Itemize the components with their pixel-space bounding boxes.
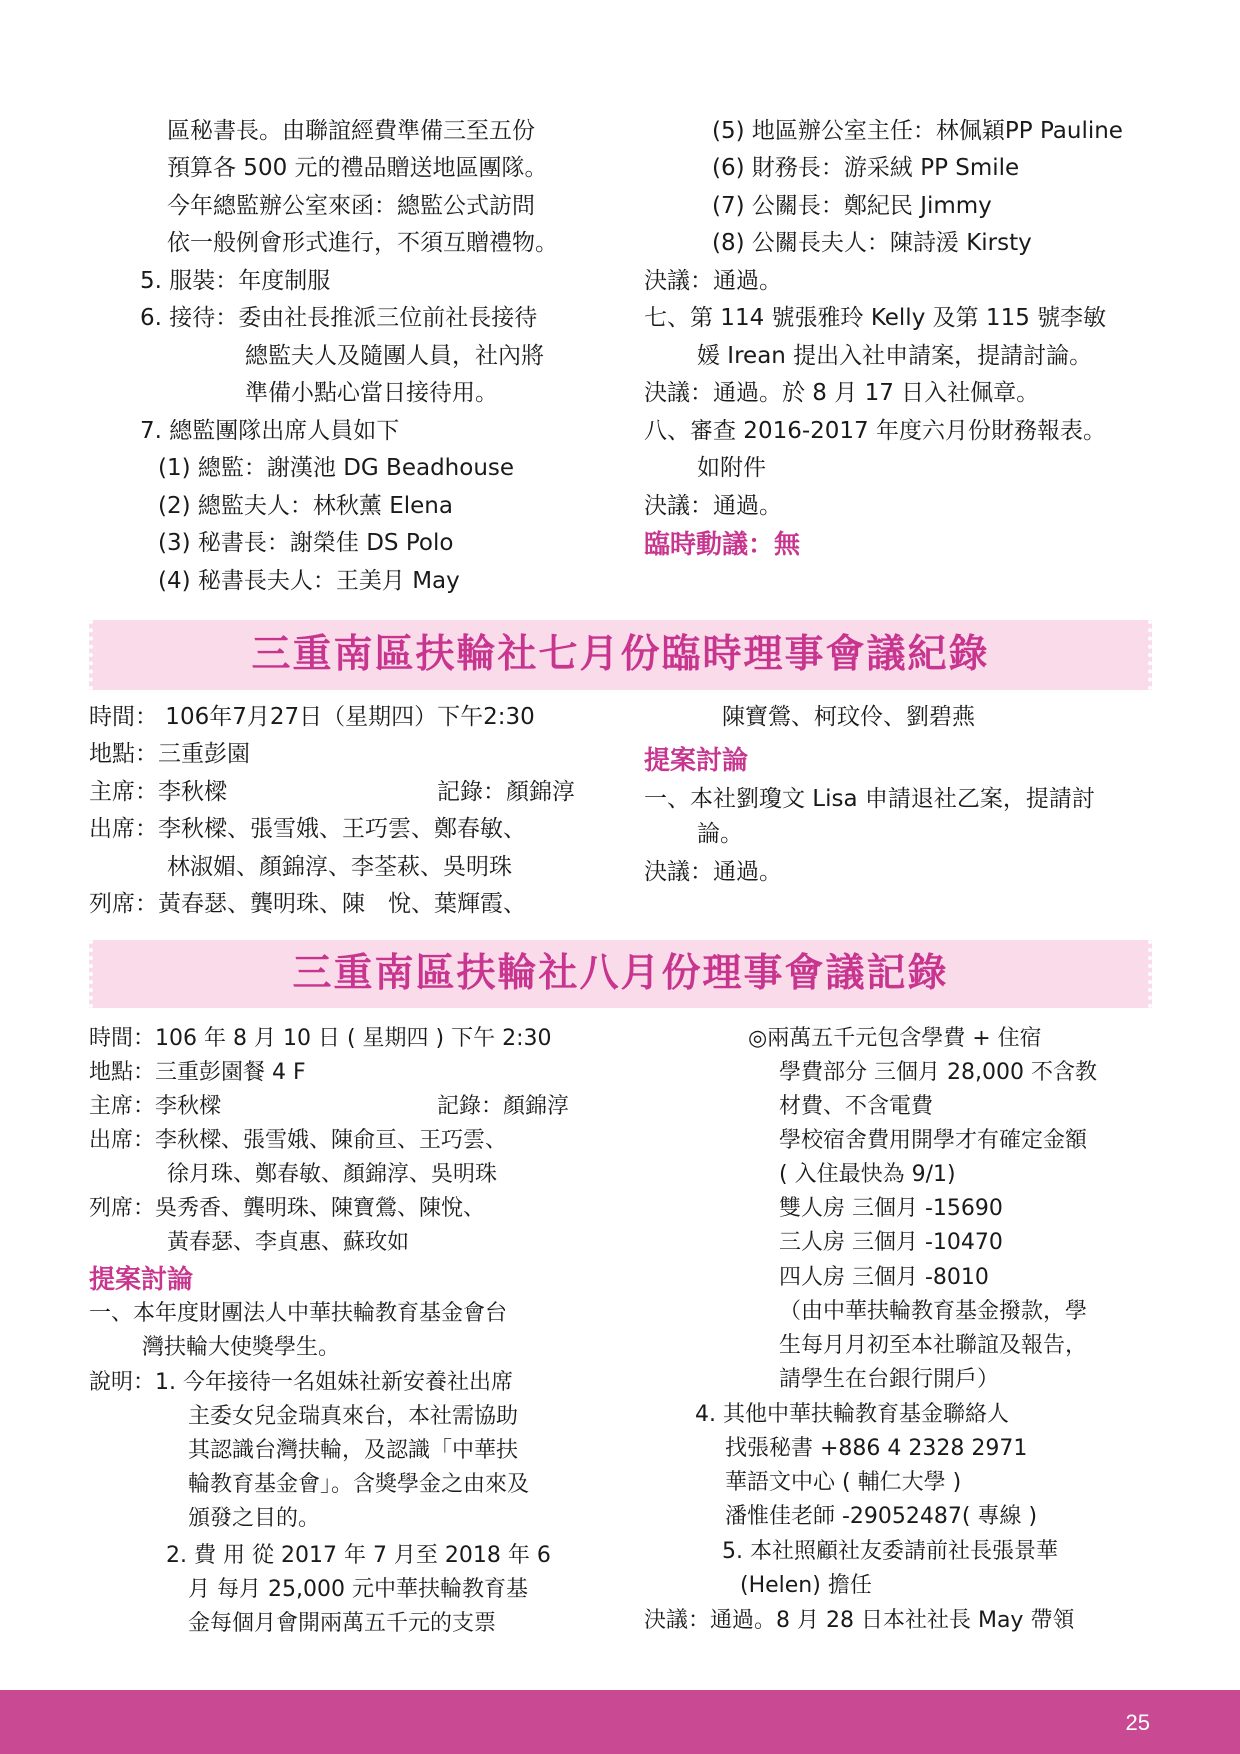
text-line: 找張秘書 +886 4 2328 2971 — [725, 1436, 1028, 1461]
text-line: 決議：通過。8 月 28 日本社社長 May 帶領 — [644, 1608, 1075, 1633]
text-line: 6. 接待：委由社長推派三位前社長接待 — [140, 305, 538, 331]
text-line: 主委女兒金瑞真來台，本社需協助 — [188, 1404, 519, 1429]
page-footer — [0, 1690, 1240, 1754]
text-line: 材費、不含電費 — [779, 1094, 934, 1119]
text-line: 徐月珠、鄭春敏、顏錦淳、吳明珠 — [167, 1162, 498, 1187]
text-line: 5. 服裝：年度制服 — [140, 268, 331, 294]
text-line: 金每個月會開兩萬五千元的支票 — [188, 1611, 497, 1636]
text-line: 如附件 — [697, 455, 766, 481]
text-line: 頒發之目的。 — [188, 1506, 321, 1531]
text-line: (Helen) 擔任 — [740, 1573, 872, 1598]
text-line: 生每月月初至本社聯誼及報告， — [779, 1333, 1088, 1358]
text-line: 月 每月 25,000 元中華扶輪教育基 — [188, 1577, 528, 1602]
text-line: 記錄：顏錦淳 — [437, 779, 575, 805]
text-line: (5) 地區辦公室主任：林佩穎PP Pauline — [712, 118, 1123, 144]
text-line: 請學生在台銀行開戶） — [779, 1367, 1000, 1392]
text-line: (8) 公關長夫人：陳詩湲 Kirsty — [712, 230, 1032, 256]
text-line: 潘惟佳老師 -29052487( 專線 ) — [725, 1504, 1038, 1529]
text-line: 2. 費 用 從 2017 年 7 月至 2018 年 6 — [166, 1543, 551, 1568]
text-line: 總監夫人及隨團人員，社內將 — [245, 343, 544, 369]
text-line: 其認識台灣扶輪，及認識「中華扶 — [188, 1438, 519, 1463]
text-line: 雙人房 三個月 -15690 — [779, 1196, 1003, 1221]
text-line: 一、本年度財團法人中華扶輪教育基金會台 — [89, 1301, 508, 1326]
text-line: 決議：通過。 — [644, 493, 782, 519]
text-line: 出席：李秋樑、張雪娥、陳俞亘、王巧雲、 — [89, 1128, 508, 1153]
text-line: 出席：李秋樑、張雪娥、王巧雲、鄭春敏、 — [89, 816, 526, 842]
text-line: 七、第 114 號張雅玲 Kelly 及第 115 號李敏 — [644, 305, 1107, 331]
text-line: 7. 總監團隊出席人員如下 — [140, 418, 400, 444]
text-line: （由中華扶輪教育基金撥款，學 — [779, 1299, 1088, 1324]
text-line: 記錄：顏錦淳 — [437, 1094, 570, 1119]
section-heading: 提案討論 — [89, 1265, 194, 1295]
text-line: (7) 公關長：鄭紀民 Jimmy — [712, 193, 992, 219]
page-number: 25 — [1125, 1710, 1150, 1735]
text-line: 地點：三重彭園 — [89, 741, 250, 767]
text-line: 學校宿舍費用開學才有確定金額 — [779, 1128, 1088, 1153]
text-line: 主席：李秋樑 — [89, 1094, 222, 1119]
section-title-banner: 三重南區扶輪社八月份理事會議記錄 — [89, 940, 1152, 1008]
text-line: (2) 總監夫人：林秋薰 Elena — [158, 493, 453, 519]
text-line: 學費部分 三個月 28,000 不含教 — [779, 1060, 1097, 1085]
text-line: (3) 秘書長：謝榮佳 DS Polo — [158, 530, 454, 556]
text-line: 黃春瑟、李貞惠、蘇玫如 — [167, 1230, 410, 1255]
text-line: 決議：通過。 — [644, 268, 782, 294]
text-line: 決議：通過。於 8 月 17 日入社佩章。 — [644, 380, 1040, 406]
text-line: 決議：通過。 — [644, 859, 782, 885]
section-heading: 提案討論 — [644, 746, 749, 776]
section-heading: 臨時動議：無 — [644, 530, 801, 560]
text-line: 論。 — [697, 821, 743, 847]
text-line: 5. 本社照顧社友委請前社長張景華 — [722, 1539, 1058, 1564]
text-line: (6) 財務長：游采絨 PP Smile — [712, 155, 1020, 181]
text-line: ◎兩萬五千元包含學費 + 住宿 — [748, 1026, 1042, 1051]
text-line: (4) 秘書長夫人：王美月 May — [158, 568, 460, 594]
text-line: 4. 其他中華扶輪教育基金聯絡人 — [695, 1402, 1009, 1427]
text-line: 林淑媚、顏錦淳、李荃萩、吳明珠 — [167, 854, 512, 880]
text-line: ( 入住最快為 9/1) — [779, 1162, 956, 1187]
text-line: 一、本社劉瓊文 Lisa 申請退社乙案，提請討 — [644, 786, 1095, 812]
text-line: 四人房 三個月 -8010 — [779, 1265, 989, 1290]
text-line: 今年總監辦公室來函：總監公式訪問 — [167, 193, 535, 219]
text-line: 媛 Irean 提出入社申請案，提請討論。 — [697, 343, 1093, 369]
text-line: 陳寶鶯、柯玟伶、劉碧燕 — [722, 704, 975, 730]
text-line: 區秘書長。由聯誼經費準備三至五份 — [167, 118, 535, 144]
text-line: 準備小點心當日接待用。 — [245, 380, 498, 406]
text-line: (1) 總監：謝漢池 DG Beadhouse — [158, 455, 515, 481]
text-line: 三人房 三個月 -10470 — [779, 1230, 1003, 1255]
text-line: 依一般例會形式進行，不須互贈禮物。 — [167, 230, 558, 256]
text-line: 列席：吳秀香、龔明珠、陳寶鶯、陳悅、 — [89, 1196, 486, 1221]
text-line: 時間： 106年7月27日（星期四）下午2:30 — [89, 704, 535, 730]
text-line: 主席：李秋樑 — [89, 779, 227, 805]
text-line: 預算各 500 元的禮品贈送地區團隊。 — [167, 155, 548, 181]
text-line: 輪教育基金會」。含獎學金之由來及 — [188, 1472, 530, 1497]
text-line: 說明：1. 今年接待一名姐妹社新安養社出席 — [89, 1370, 513, 1395]
text-line: 灣扶輪大使獎學生。 — [142, 1335, 341, 1360]
text-line: 八、審查 2016-2017 年度六月份財務報表。 — [644, 418, 1106, 444]
text-line: 地點：三重彭園餐 4 F — [89, 1060, 306, 1085]
text-line: 華語文中心 ( 輔仁大學 ) — [725, 1470, 962, 1495]
text-line: 時間：106 年 8 月 10 日 ( 星期四 ) 下午 2:30 — [89, 1026, 552, 1051]
section-title-banner: 三重南區扶輪社七月份臨時理事會議紀錄 — [89, 620, 1152, 690]
text-line: 列席：黃春瑟、龔明珠、陳 悅、葉輝霞、 — [89, 891, 526, 917]
